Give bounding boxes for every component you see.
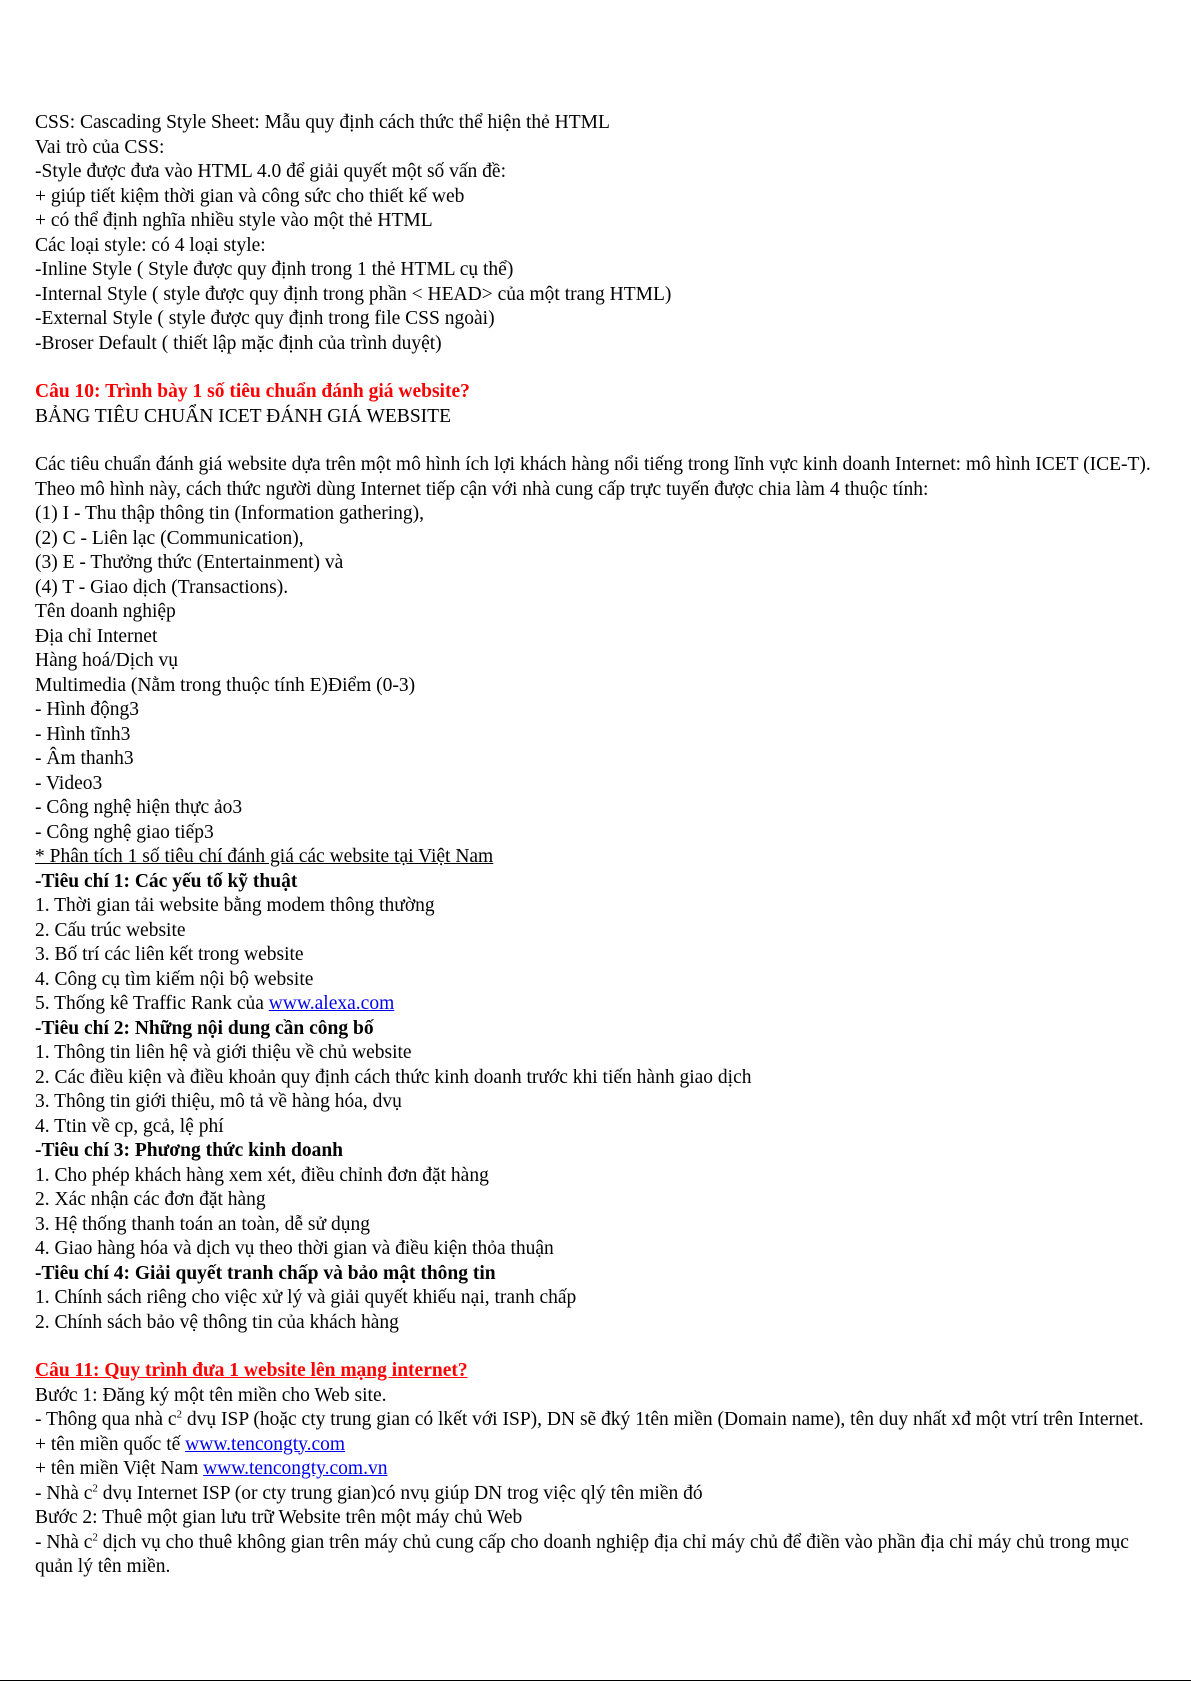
analysis-title: * Phân tích 1 số tiêu chí đánh giá các website tại Việt Nam xyxy=(35,846,494,867)
paragraph-text: - Thông qua nhà c xyxy=(35,1409,177,1430)
blank-line xyxy=(35,429,1160,453)
intl-domain-line xyxy=(35,1433,1160,1458)
criterion-item: 3. Bố trí các liên kết trong website xyxy=(35,944,304,965)
criterion-item: 3. Thông tin giới thiệu, mô tả về hàng hóa, dvụ xyxy=(35,1091,402,1112)
text-line: + giúp tiết kiệm thời gian và công sức cho thiết kế web xyxy=(35,185,465,207)
paragraph-text: dịch vụ cho thuê không gian trên máy chủ cung cấp cho doanh nghiệp địa chỉ máy chủ để điền vào phần địa chỉ máy chủ trong mục quản lý tên miền. xyxy=(35,1531,1129,1577)
criterion-item: 2. Xác nhận các đơn đặt hàng xyxy=(35,1189,266,1210)
table-line: - Âm thanh3 xyxy=(35,748,134,769)
question-10-heading: Câu 10: Trình bày 1 số tiêu chuẩn đánh giá website? xyxy=(35,381,470,402)
table-line: - Công nghệ hiện thực ảo3 xyxy=(35,797,243,818)
blank-line xyxy=(35,356,1160,380)
step-2-paragraph xyxy=(35,1531,1160,1580)
criterion-item xyxy=(35,992,1160,1017)
text-line: -External Style ( style được quy định trong file CSS ngoài) xyxy=(35,308,495,329)
step-2: Bước 2: Thuê một gian lưu trữ Website trên một máy chủ Web xyxy=(35,1507,523,1528)
icet-attribute: (1) I - Thu thập thông tin (Information gathering), xyxy=(35,503,425,524)
criterion-item: 1. Thông tin liên hệ và giới thiệu về chủ website xyxy=(35,1042,412,1063)
alexa-link[interactable]: www.alexa.com xyxy=(268,993,395,1014)
domain-label: + tên miền Việt Nam xyxy=(35,1458,204,1479)
icet-attribute: (2) C - Liên lạc (Communication), xyxy=(35,527,304,549)
criterion-item-text: 5. Thống kê Traffic Rank của xyxy=(35,993,269,1014)
text-line: Vai trò của CSS: xyxy=(35,136,165,158)
table-line: - Hình động3 xyxy=(35,699,139,720)
superscript: 2 xyxy=(176,1408,183,1421)
q10-intro-paragraph: Các tiêu chuẩn đánh giá website dựa trên một mô hình ích lợi khách hàng nổi tiếng trong lĩnh vực kinh doanh Internet: mô hình ICET (ICE-T). Theo mô hình này, cách thức người dùng Internet tiếp cận với nhà cung cấp trực tuyến được chia làm 4 thuộc tính: xyxy=(35,454,1151,500)
paragraph-text: dvụ Internet ISP (or cty trung gian)có nvụ giúp DN trog việc qlý tên miền đó xyxy=(97,1482,703,1504)
table-line: Địa chỉ Internet xyxy=(35,625,158,647)
table-line: - Video3 xyxy=(35,772,103,794)
text-line: -Broser Default ( thiết lập mặc định của trình duyệt) xyxy=(35,332,442,354)
criterion-item: 1. Cho phép khách hàng xem xét, điều chỉnh đơn đặt hàng xyxy=(35,1164,489,1186)
criterion-item: 4. Giao hàng hóa và dịch vụ theo thời gian và điều kiện thỏa thuận xyxy=(35,1238,554,1259)
criterion-item: 4. Công cụ tìm kiếm nội bộ website xyxy=(35,968,314,990)
criterion-4-title: -Tiêu chí 4: Giải quyết tranh chấp và bảo mật thông tin xyxy=(35,1262,496,1284)
criterion-3-title: -Tiêu chí 3: Phương thức kinh doanh xyxy=(35,1140,344,1161)
text-line: + có thể định nghĩa nhiều style vào một thẻ HTML xyxy=(35,210,433,231)
vn-domain-link[interactable]: www.tencongty.com.vn xyxy=(203,1458,388,1479)
question-10-section xyxy=(35,380,1160,1335)
paragraph-text: dvụ ISP (hoặc cty trung gian có lkết với ISP), DN sẽ đký 1tên miền (Domain name), tên duy nhất xđ một vtrí trên Internet. xyxy=(182,1409,1144,1430)
criterion-item: 1. Chính sách riêng cho việc xử lý và giải quyết khiếu nại, tranh chấp xyxy=(35,1287,577,1308)
vn-domain-line xyxy=(35,1457,1160,1482)
paragraph-text: - Nhà c xyxy=(35,1482,93,1504)
criterion-item: 3. Hệ thống thanh toán an toàn, dễ sử dụng xyxy=(35,1213,370,1235)
step-1-paragraph xyxy=(35,1408,1160,1433)
criterion-item: 2. Các điều kiện và điều khoản quy định cách thức kinh doanh trước khi tiến hành giao dịch xyxy=(35,1066,752,1088)
criterion-2-title: -Tiêu chí 2: Những nội dung cần công bố xyxy=(35,1017,374,1039)
step-1: Bước 1: Đăng ký một tên miền cho Web site. xyxy=(35,1384,387,1406)
footer-divider xyxy=(0,1680,1191,1681)
intl-domain-link[interactable]: www.tencongty.com xyxy=(185,1433,346,1455)
table-line: Multimedia (Nằm trong thuộc tính E)Điểm (0-3) xyxy=(35,674,416,696)
table-line: Tên doanh nghiệp xyxy=(35,601,176,622)
question-11-section xyxy=(35,1359,1160,1580)
q10-subtitle: BẢNG TIÊU CHUẨN ICET ĐÁNH GIÁ WEBSITE xyxy=(35,405,451,427)
table-line: - Hình tĩnh3 xyxy=(35,723,131,745)
blank-line xyxy=(35,1335,1160,1359)
paragraph-text: - Nhà c xyxy=(35,1531,93,1553)
icet-attribute: (4) T - Giao dịch (Transactions). xyxy=(35,576,289,598)
icet-attribute: (3) E - Thưởng thức (Entertainment) và xyxy=(35,552,344,573)
criterion-item: 2. Cấu trúc website xyxy=(35,919,186,941)
text-line: -Style được đưa vào HTML 4.0 để giải quyết một số vấn đề: xyxy=(35,161,507,182)
text-line: CSS: Cascading Style Sheet: Mẫu quy định cách thức thể hiện thẻ HTML xyxy=(35,112,610,133)
domain-label: + tên miền quốc tế xyxy=(35,1433,186,1455)
css-section xyxy=(35,111,1160,356)
document-page xyxy=(35,111,1160,1580)
criterion-item: 2. Chính sách bảo vệ thông tin của khách hàng xyxy=(35,1311,399,1333)
table-line: - Công nghệ giao tiếp3 xyxy=(35,821,214,843)
table-line: Hàng hoá/Dịch vụ xyxy=(35,650,178,671)
criterion-item: 4. Ttin về cp, gcả, lệ phí xyxy=(35,1115,224,1137)
text-line: -Internal Style ( style được quy định trong phần < HEAD> của một trang HTML) xyxy=(35,283,672,305)
superscript: 2 xyxy=(92,1531,98,1543)
text-line: -Inline Style ( Style được quy định trong 1 thẻ HTML cụ thể) xyxy=(35,259,514,280)
superscript: 2 xyxy=(92,1482,98,1494)
question-11-heading: Câu 11: Quy trình đưa 1 website lên mạng internet? xyxy=(35,1360,468,1381)
text-line: Các loại style: có 4 loại style: xyxy=(35,234,266,256)
criterion-item: 1. Thời gian tải website bằng modem thông thường xyxy=(35,895,435,916)
isp-line xyxy=(35,1482,1160,1507)
criterion-1-title: -Tiêu chí 1: Các yếu tố kỹ thuật xyxy=(35,870,298,892)
